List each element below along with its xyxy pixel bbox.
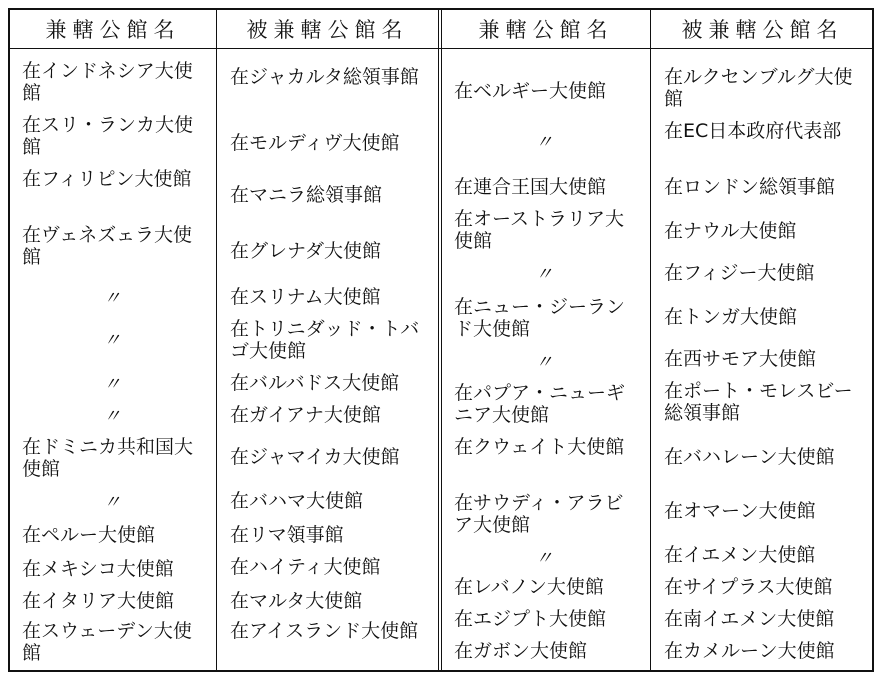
table-cell: 〃 [103,288,121,309]
table-cell: 在ジャマイカ大使館 [230,446,400,468]
table-cell: 在トリニダッド・トバゴ大使館 [230,318,420,362]
table-cell: 在アイスランド大使館 [230,620,419,642]
header-cell-2: 被兼轄公館名 [246,18,409,42]
table-cell: 在パプア・ニューギニア大使館 [454,382,626,426]
table-cell: 在ベルギー大使館 [454,80,607,102]
table-cell: 在ドミニカ共和国大使館 [22,436,194,480]
table-cell: 〃 [535,548,553,569]
table-cell: 在南イエメン大使館 [664,608,835,630]
header-cell-4: 被兼轄公館名 [681,18,844,42]
table-cell: 在リマ領事館 [230,524,344,546]
table-cell: 在レバノン大使館 [454,576,604,598]
table-cell: 在EC日本政府代表部 [664,120,842,142]
table-cell: 在ジャカルタ総領事館 [230,66,419,88]
table-cell: 在メキシコ大使館 [22,558,174,580]
column-divider-center [438,10,442,670]
table-cell: 在ガイアナ大使館 [230,404,381,426]
table-cell: 在スリナム大使館 [230,286,381,308]
table-cell: 在ハイティ大使館 [230,556,381,578]
table-cell: 在バルバドス大使館 [230,372,400,394]
table-cell: 在エジプト大使館 [454,608,607,630]
table-cell: 在トンガ大使館 [664,306,798,328]
table-cell: 在フィジー大使館 [664,262,815,284]
header-cell-1: 兼轄公館名 [45,18,181,42]
table-cell: 在オーストラリア大使館 [454,208,625,252]
table-cell: 在マニラ総領事館 [230,184,383,206]
table-cell: 在フィリピン大使館 [22,168,192,190]
header-cell-3: 兼轄公館名 [478,18,614,42]
table-cell: 在ルクセンブルグ大使館 [664,66,853,110]
table-cell: 〃 [535,352,553,373]
embassy-table [8,8,874,672]
table-cell: 在インドネシア大使館 [22,60,193,104]
table-cell: 在ニュー・ジーランド大使館 [454,296,626,340]
table-cell: 在イエメン大使館 [664,544,816,566]
table-cell: 在連合王国大使館 [454,176,607,198]
table-cell: 在サイプラス大使館 [664,576,833,598]
table-cell: 在マルタ大使館 [230,590,363,612]
column-divider-1 [216,10,217,670]
table-cell: 在スウェーデン大使館 [22,620,192,664]
table-cell: 在ペルー大使館 [22,524,156,546]
table-cell: 在モルディヴ大使館 [230,132,400,154]
table-cell: 在グレナダ大使館 [230,240,382,262]
table-cell: 在ポート・モレスビー総領事館 [664,380,853,424]
table-cell: 在カメルーン大使館 [664,640,835,662]
column-divider-3 [650,10,651,670]
table-cell: 〃 [103,406,121,427]
table-cell: 在スリ・ランカ大使館 [22,114,194,158]
table-cell: 在ガボン大使館 [454,640,588,662]
table-cell: 〃 [103,330,121,351]
table-cell: 在イタリア大使館 [22,590,175,612]
table-cell: 在クウェイト大使館 [454,436,625,458]
table-cell: 在ナウル大使館 [664,220,797,242]
table-cell: 在ヴェネズェラ大使館 [22,224,193,268]
table-cell: 〃 [535,132,553,153]
table-cell: 在サウディ・アラビア大使館 [454,492,624,536]
table-cell: 在バハレーン大使館 [664,446,835,468]
table-cell: 在ロンドン総領事館 [664,176,836,198]
table-cell: 在西サモア大使館 [664,348,817,370]
table-cell: 〃 [535,264,553,285]
table-cell: 〃 [103,492,121,513]
table-cell: 在オマーン大使館 [664,500,816,522]
table-cell: 〃 [103,374,121,395]
table-cell: 在バハマ大使館 [230,490,364,512]
